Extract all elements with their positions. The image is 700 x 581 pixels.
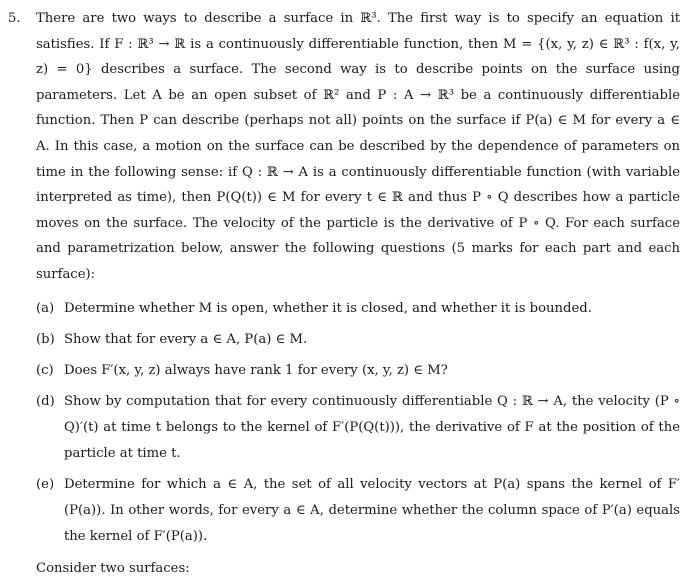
problem-intro-block [8, 6, 680, 288]
question-text: Determine for which a ∈ A, the set of all velocity vectors at P(a) spans the kernel of F′(P(a)). In other words, for every a ∈ A, determine whether the column space of P′(a) equals the kernel of F′(P(a)). [64, 476, 680, 544]
question-label: (c) [36, 362, 54, 378]
question-text: Show that for every a ∈ A, P(a) ∈ M. [64, 331, 308, 347]
question-label: (e) [36, 476, 55, 492]
question-label: (a) [36, 300, 55, 316]
question-list [8, 296, 680, 550]
question-a [8, 296, 680, 322]
question-label: (b) [36, 331, 55, 347]
closing-text: Consider two surfaces: [36, 560, 190, 576]
problem-number: 5. [8, 11, 21, 26]
question-text: Does F′(x, y, z) always have rank 1 for every (x, y, z) ∈ M? [64, 362, 448, 378]
question-e [8, 472, 680, 550]
question-b [8, 327, 680, 353]
question-label: (d) [36, 393, 55, 409]
question-text: Determine whether M is open, whether it is closed, and whether it is bounded. [64, 300, 592, 316]
question-d [8, 389, 680, 467]
problem-intro: There are two ways to describe a surface in ℝ³. The first way is to specify an equation it satisfies. If F : ℝ³ → ℝ is a continuously differentiable function, then M = {(x, y, z) ∈ ℝ³ : f(x, y, z) = 0} describes a surface. The second way is to describe points on the surface using parameters. Let A be an open subset of ℝ² and P : A → ℝ³ be a continuously differentiable function. Then P can describe (perhaps not all) points on the surface if P(a) ∈ M for every a ∈ A. In this case, a motion on the surface can be described by the dependence of parameters on time in the following sense: if Q : ℝ → A is a continuously differentiable function (with variable interpreted as time), then P(Q(t)) ∈ M for every t ∈ ℝ and thus P ∘ Q describes how a particle moves on the surface. The velocity of the particle is the derivative of P ∘ Q. For each surface and parametrization below, answer the following questions (5 marks for each part and each surface): [36, 11, 680, 282]
question-c [8, 358, 680, 384]
problem-5 [8, 6, 680, 581]
question-text: Show by computation that for every continuously differentiable Q : ℝ → A, the velocity (P ∘ Q)′(t) at time t belongs to the kernel of F′(P(Q(t))), the derivative of F at the position of the particle at time t. [64, 393, 680, 461]
